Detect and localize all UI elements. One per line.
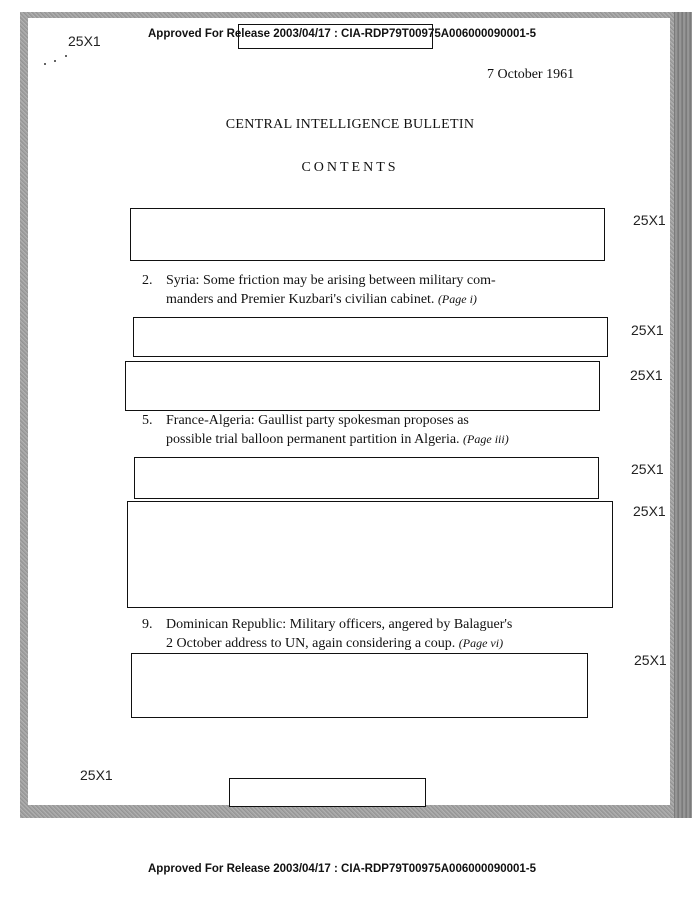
header-stamp-redaction-box bbox=[238, 24, 433, 49]
bulletin-title: CENTRAL INTELLIGENCE BULLETIN bbox=[225, 117, 475, 132]
item-line-2 bbox=[166, 634, 503, 653]
redaction-code: 25X1 bbox=[633, 212, 666, 228]
bulletin-date: 7 October 1961 bbox=[487, 67, 575, 82]
item-line-1: France-Algeria: Gaullist party spokesman proposes as bbox=[166, 413, 469, 428]
scan-speck bbox=[65, 55, 67, 57]
page-reference: (Page i) bbox=[437, 292, 477, 306]
contents-item-france-algeria bbox=[142, 412, 622, 452]
footer-release-stamp: Approved For Release 2003/04/17 : CIA-RDP79T00975A006000090001-5 bbox=[148, 863, 537, 875]
redaction-code: 25X1 bbox=[631, 322, 664, 338]
redaction-box bbox=[125, 361, 600, 411]
page-reference: (Page iii) bbox=[463, 432, 509, 446]
redaction-box bbox=[131, 653, 588, 718]
redaction-code: 25X1 bbox=[630, 367, 663, 383]
item-number: 2. bbox=[142, 273, 153, 288]
item-line-1: Syria: Some friction may be arising between military com- bbox=[166, 273, 496, 288]
redaction-box bbox=[133, 317, 608, 357]
redaction-code-top-left: 25X1 bbox=[68, 33, 101, 49]
scan-speck bbox=[44, 63, 46, 65]
item-summary: manders and Premier Kuzbari's civilian cabinet. bbox=[166, 292, 435, 307]
contents-heading: CONTENTS bbox=[301, 160, 399, 175]
item-number: 5. bbox=[142, 413, 153, 428]
redaction-code: 25X1 bbox=[634, 652, 667, 668]
scan-speck bbox=[54, 60, 56, 62]
item-summary: 2 October address to UN, again considering a coup. bbox=[166, 636, 456, 651]
redaction-code: 25X1 bbox=[631, 461, 664, 477]
redaction-box bbox=[127, 501, 613, 608]
item-line-1: Dominican Republic: Military officers, angered by Balaguer's bbox=[166, 617, 513, 632]
redaction-code-bottom-left: 25X1 bbox=[80, 767, 113, 783]
item-summary: possible trial balloon permanent partition in Algeria. bbox=[166, 432, 460, 447]
contents-item-syria bbox=[142, 272, 602, 312]
page-reference: (Page vi) bbox=[458, 636, 504, 650]
header-release-stamp: Approved For Release 2003/04/17 : CIA-RDP79T00975A006000090001-5 bbox=[148, 28, 537, 40]
redaction-box bbox=[130, 208, 605, 261]
redaction-box-bottom bbox=[229, 778, 426, 807]
redaction-code: 25X1 bbox=[633, 503, 666, 519]
item-number: 9. bbox=[142, 617, 153, 632]
item-line-2 bbox=[166, 290, 477, 309]
redaction-box bbox=[134, 457, 599, 499]
item-line-2 bbox=[166, 430, 509, 449]
contents-item-dominican-republic bbox=[142, 616, 622, 656]
